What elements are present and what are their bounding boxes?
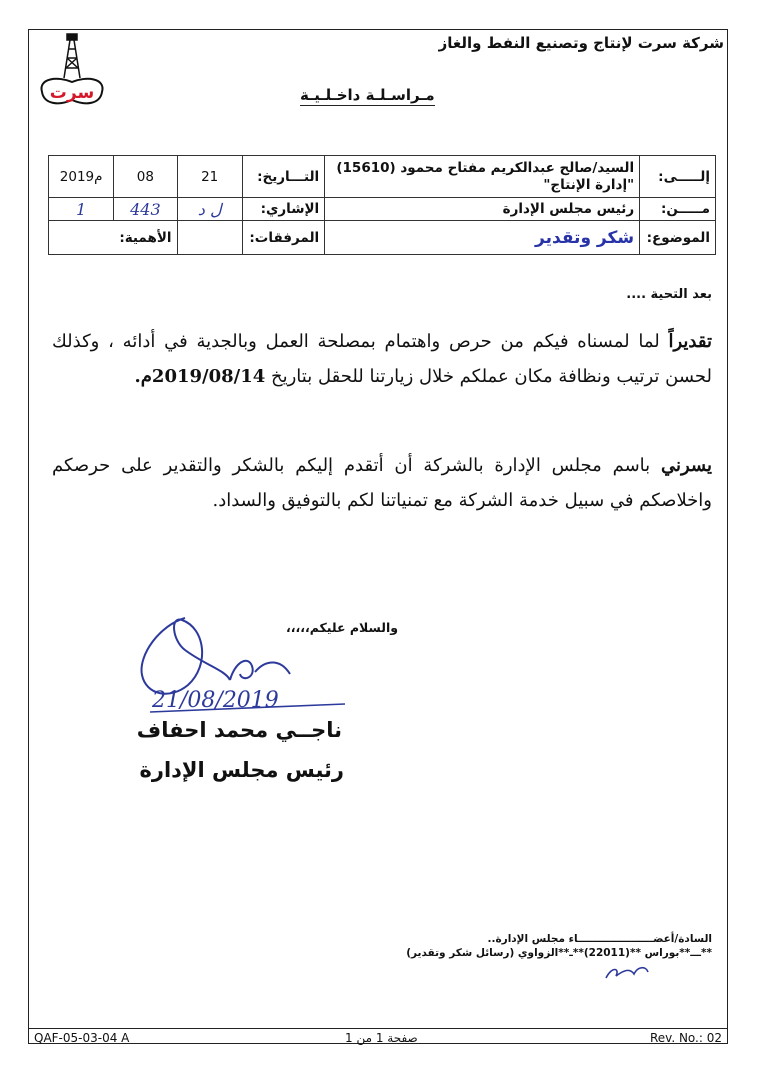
attachments-value [177, 221, 242, 255]
date-year: 2019م [49, 156, 114, 198]
to-department: "إدارة الإنتاج" [543, 176, 635, 193]
handwritten-signature [130, 600, 370, 725]
sirte-logo [36, 32, 108, 112]
ref-number-c: 1 [49, 198, 114, 221]
memo-title: مـراسـلـة داخـلـيـة [300, 86, 435, 104]
revision-number: Rev. No.: 02 [649, 1031, 722, 1045]
form-code: QAF-05-03-04 A [34, 1031, 130, 1045]
paragraph-2-text: باسم مجلس الإدارة بالشركة أن أتقدم إليكم بالشكر والتقدير على حرصكم واخلاصكم في سبيل خدمة الشركة مع تمنياتنا لكم بالتوفيق والسداد. [52, 455, 712, 511]
cc-block [406, 932, 712, 960]
closing-salutation: والسلام عليكم،،،،، [285, 620, 398, 635]
ref-number-b: 443 [114, 198, 177, 221]
to-label: إلـــــى: [640, 156, 716, 198]
paragraph-1-text: لما لمسناه فيكم من حرص واهتمام بمصلحة العمل وبالجدية في أدائه ، وكذلك لحسن ترتيب ونظافة مكان عملكم خلال زيارتنا للحقل بتاريخ [52, 331, 712, 387]
greeting: بعد التحية .... [626, 287, 712, 302]
date-day: 21 [177, 156, 242, 198]
info-table [48, 155, 716, 255]
company-name: شركة سرت لإنتاج وتصنيع النفط والغاز [438, 34, 724, 52]
svg-text:سرت: سرت [49, 83, 95, 103]
cc-reference: **ـــ**بوراس **(22011)**ـ**الزواوي (رسائل شكر وتقدير) [406, 947, 712, 959]
subject-label: الموضوع: [640, 221, 716, 255]
from-label: مـــــن: [640, 198, 716, 221]
paragraph-2-lead: يسرني [660, 455, 712, 476]
paragraph-1 [52, 324, 712, 394]
visit-date: 2019/08/14م. [134, 366, 266, 387]
date-month: 08 [114, 156, 177, 198]
ref-number-a: ل د [177, 198, 242, 221]
footer-divider [28, 1028, 728, 1029]
attachments-label: المرفقات: [242, 221, 324, 255]
paragraph-2 [52, 448, 712, 518]
date-label: التـــاريخ: [242, 156, 324, 198]
to-value [325, 156, 640, 198]
signature-date: 21/08/2019 [152, 688, 279, 713]
subject-value: شكر وتقدير [325, 221, 640, 255]
paragraph-1-lead: تقديراً [668, 331, 712, 352]
signatory-name: ناجــي محمد احفاف [136, 718, 342, 742]
initials-scribble [602, 960, 652, 986]
to-name: السيد/صالح عبدالكريم مفتاح محمود (15610) [336, 159, 635, 176]
importance-label: الأهمية: [49, 221, 178, 255]
cc-recipients: السادة/أعضـــــــــــــــــــــاء مجلس الإدارة.. [487, 933, 712, 945]
page-number: صفحة 1 من 1 [345, 1031, 418, 1045]
signatory-title: رئيس مجلس الإدارة [139, 758, 344, 782]
ref-label: الإشاري: [242, 198, 324, 221]
from-value: رئيس مجلس الإدارة [325, 198, 640, 221]
